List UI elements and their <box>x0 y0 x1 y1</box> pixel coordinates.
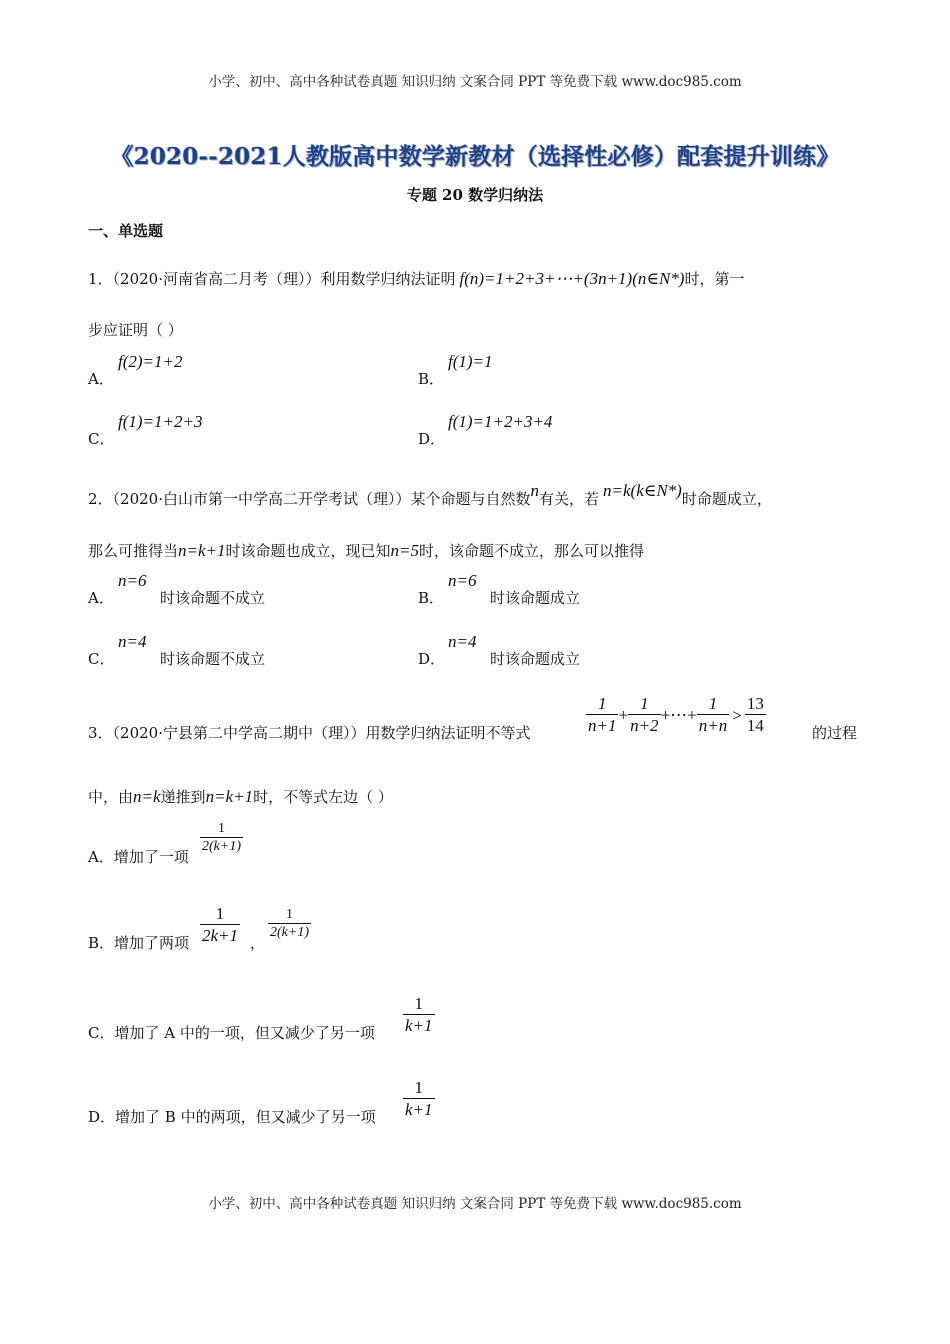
q2-stem-suffix: 时命题成立， <box>681 490 772 508</box>
q3-option-b-fraction-2: $\frac{1}{2(k+1)}$ <box>270 907 309 940</box>
q3-option-b: B．增加了两项 <box>88 934 190 952</box>
q2-option-b-label: B． <box>418 589 445 607</box>
q2-option-d-math: n=4 <box>448 632 477 651</box>
section-heading: 一、单选题 <box>88 222 164 240</box>
q1-option-c-label: C． <box>88 430 115 448</box>
q3-stem-suffix: 的过程 <box>812 724 858 742</box>
q1-option-a-label: A． <box>88 370 114 388</box>
q2-option-c-math: n=4 <box>118 632 147 651</box>
q2-option-b-math: n=6 <box>448 571 477 590</box>
q2-line2-c: 时，该命题不成立，那么可以推得 <box>419 542 645 560</box>
q1-option-b: f(1)=1 <box>448 352 493 371</box>
q1-option-d: f(1)=1+2+3+4 <box>448 412 553 431</box>
q2-line2-b: 时该命题也成立，现已知 <box>225 542 391 560</box>
q2-option-d-text: 时该命题成立 <box>490 650 581 668</box>
q3-fraction-4: $\frac{13}{14}$ <box>746 694 764 735</box>
page-header: 小学、初中、高中各种试卷真题 知识归纳 文案合同 PPT 等免费下载 www.doc985.com <box>208 74 742 90</box>
q2-option-b-text: 时该命题成立 <box>490 589 581 607</box>
q3-inequality <box>586 694 766 737</box>
q1-stem <box>88 268 744 289</box>
q3-line2-a: 中，由 <box>88 788 134 806</box>
q1-option-d-label: D． <box>418 430 446 448</box>
q1-option-b-label: B． <box>418 370 445 388</box>
q3-option-b-fraction-1: $\frac{1}{2k+1}$ <box>202 904 239 945</box>
page-footer: 小学、初中、高中各种试卷真题 知识归纳 文案合同 PPT 等免费下载 www.doc985.com <box>208 1196 742 1212</box>
q3-option-b-separator: ， <box>250 934 266 952</box>
q3-option-a-fraction: $\frac{1}{2(k+1)}$ <box>202 821 241 854</box>
document-title: 《2020--2021人教版高中数学新教材（选择性必修）配套提升训练》 <box>110 143 840 170</box>
q1-stem-suffix: 时，第一 <box>684 270 745 288</box>
q2-stem-mid: 有关，若 <box>539 490 600 508</box>
q3-plus: + <box>618 705 629 725</box>
q2-option-c-text: 时该命题不成立 <box>160 650 266 668</box>
q2-var-n: n <box>530 481 539 500</box>
q3-fraction-2: $\frac{1}{n+2}$ <box>630 694 659 735</box>
q1-option-a: f(2)=1+2 <box>118 352 183 371</box>
q2-formula2: n=k+1 <box>178 541 226 560</box>
q3-line2-b: 递推到 <box>160 788 206 806</box>
q3-fraction-1: $\frac{1}{n+1}$ <box>588 694 617 735</box>
q3-option-a: A．增加了一项 <box>88 848 189 866</box>
q3-dots: +⋯+ <box>660 705 697 725</box>
q2-formula3: n=5 <box>390 541 420 560</box>
q1-formula: f(n)=1+2+3+⋯+(3n+1)(n∈N*) <box>459 269 685 288</box>
q3-line2-m1: n=k <box>133 787 161 806</box>
q2-stem-prefix: 2．（2020·白山市第一中学高二开学考试（理））某个命题与自然数 <box>88 490 531 508</box>
q2-stem-line2 <box>88 540 644 561</box>
q2-formula1: n=k(k∈N*) <box>603 481 682 500</box>
q2-stem <box>88 481 772 509</box>
q2-option-a-math: n=6 <box>118 571 147 590</box>
q1-stem-line2: 步应证明（ ） <box>88 321 183 339</box>
q1-option-c: f(1)=1+2+3 <box>118 412 203 431</box>
q2-line2-a: 那么可推得当 <box>88 542 179 560</box>
q2-option-c-label: C． <box>88 650 115 668</box>
q3-gt: > <box>732 705 742 725</box>
q2-option-d-label: D． <box>418 650 446 668</box>
q3-option-c: C．增加了 A 中的一项，但又减少了另一项 <box>88 1024 375 1042</box>
q3-line2-m2: n=k+1 <box>205 787 254 806</box>
q3-line2-c: 时，不等式左边（ ） <box>253 788 393 806</box>
q3-fraction-3: $\frac{1}{n+n}$ <box>698 694 728 735</box>
q3-stem-prefix: 3．（2020·宁县第二中学高二期中（理））用数学归纳法证明不等式 <box>88 724 531 742</box>
document-subtitle: 专题 20 数学归纳法 <box>406 186 544 204</box>
q1-stem-prefix: 1．（2020·河南省高二月考（理））利用数学归纳法证明 <box>88 270 456 288</box>
q3-option-d-fraction: $\frac{1}{k+1}$ <box>405 1078 433 1119</box>
q2-option-a-text: 时该命题不成立 <box>160 589 266 607</box>
q3-stem-line2 <box>88 786 393 807</box>
q3-option-c-fraction: $\frac{1}{k+1}$ <box>405 994 433 1035</box>
q2-option-a-label: A． <box>88 589 114 607</box>
q3-option-d: D．增加了 B 中的两项，但又减少了另一项 <box>88 1108 376 1126</box>
